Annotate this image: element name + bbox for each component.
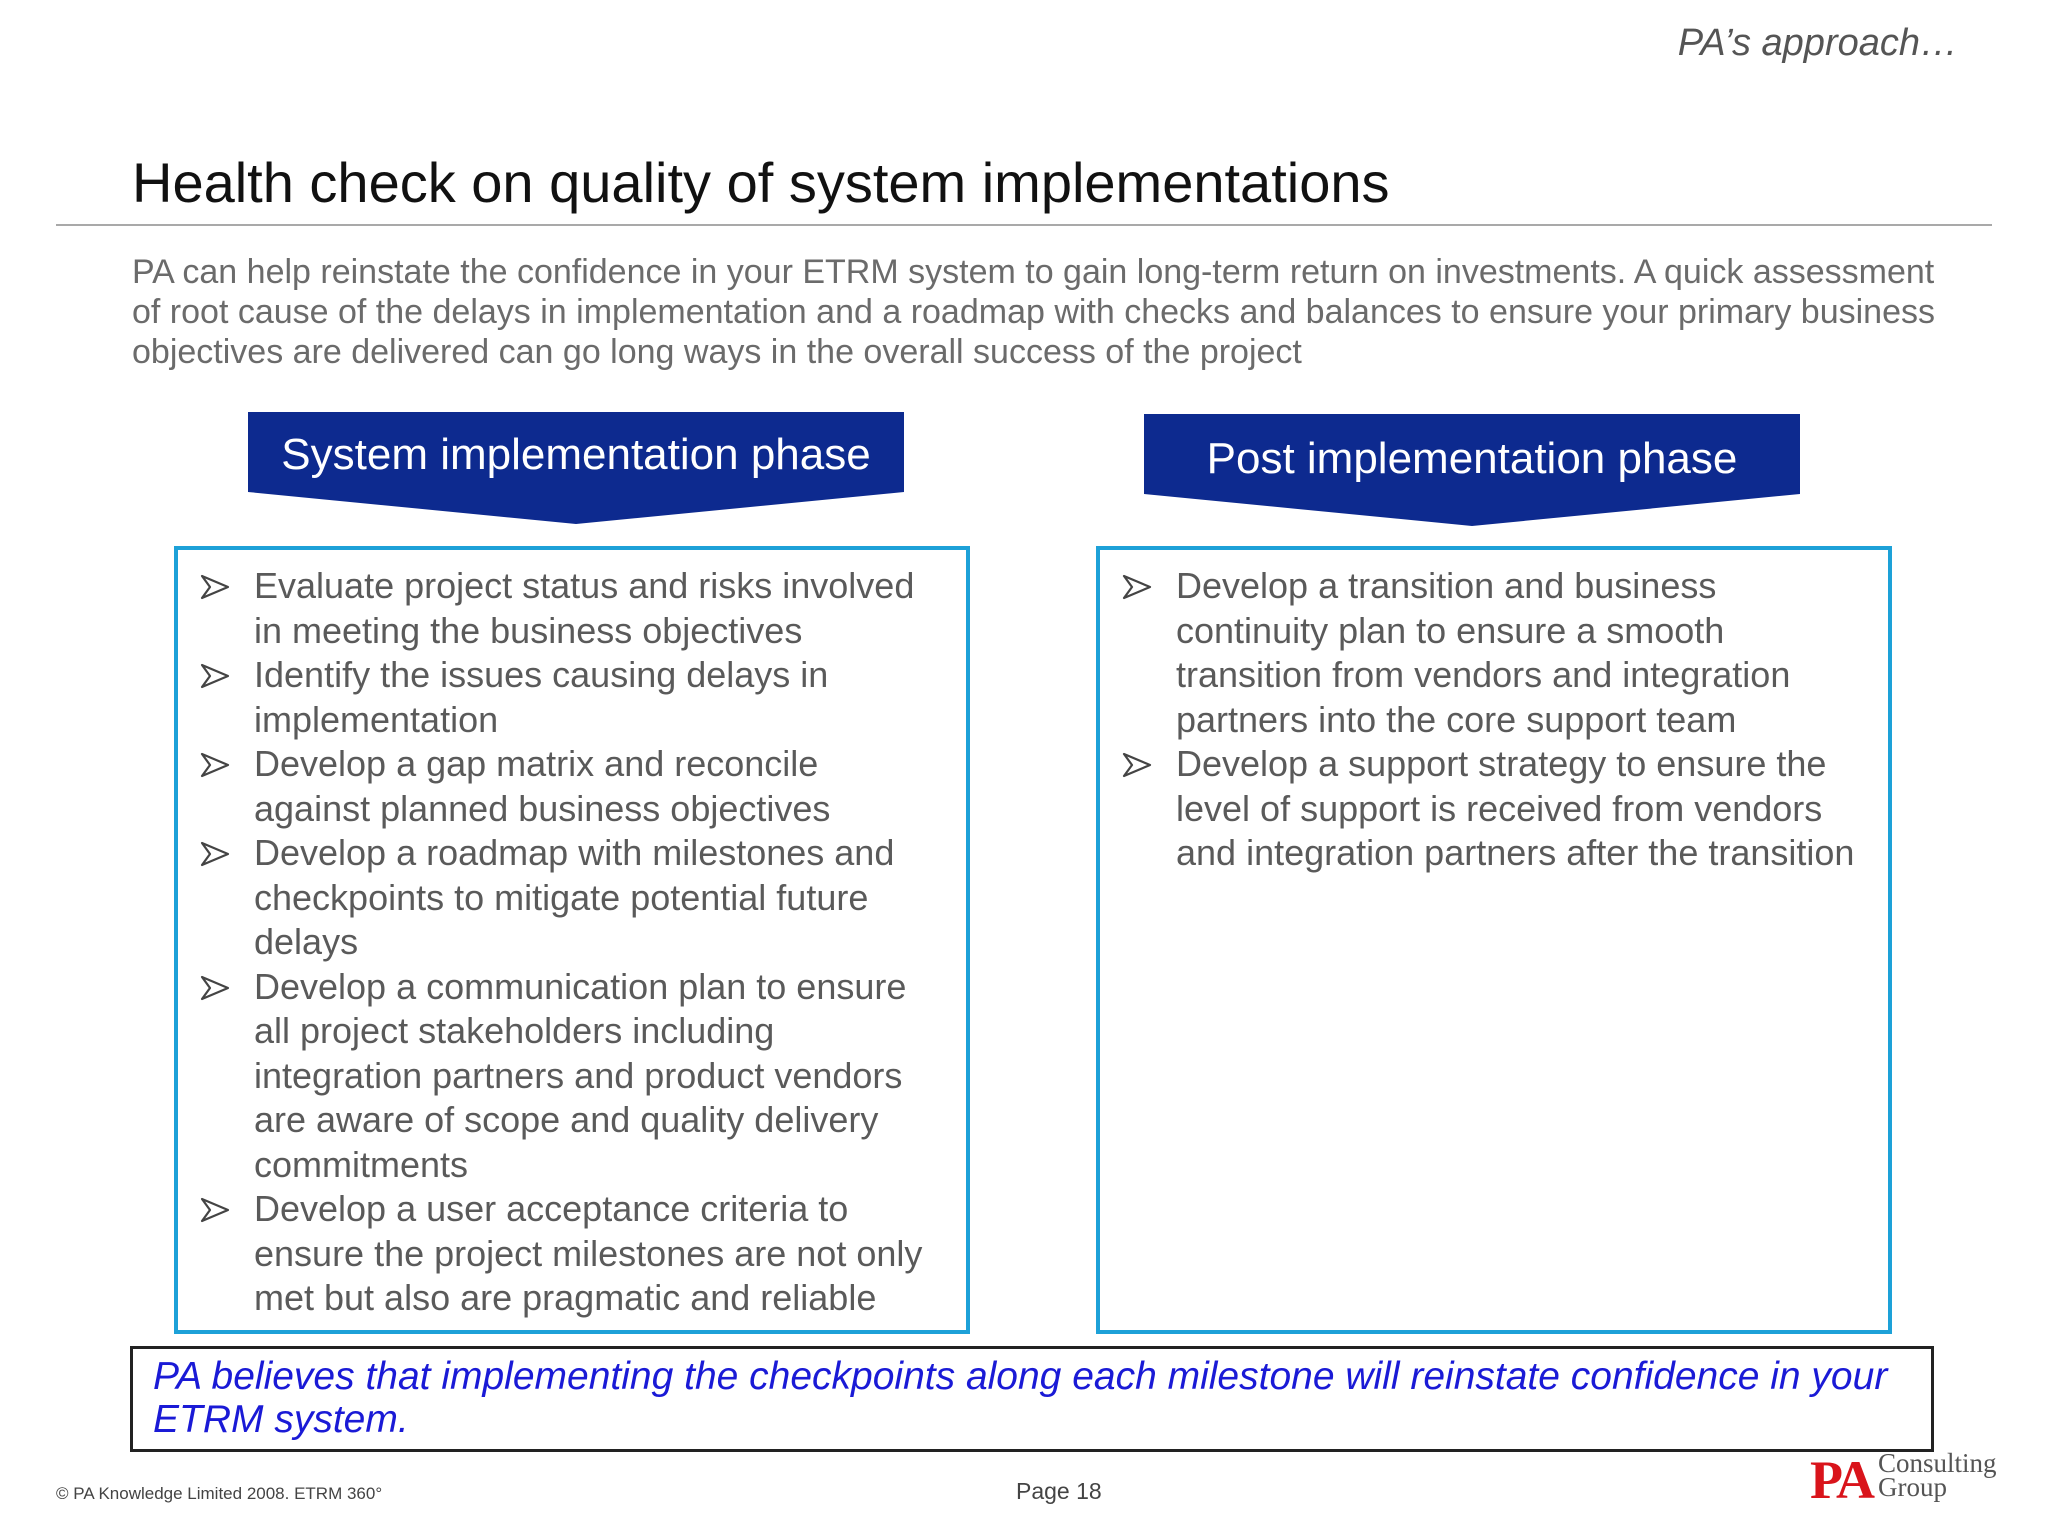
arrow-bullet-icon — [200, 1195, 230, 1225]
arrow-bullet-icon — [1122, 572, 1152, 602]
list-item-text: Develop a communication plan to ensure all project stakeholders including integration partners and product vendors are aware of scope and quality delivery commitments — [254, 965, 907, 1185]
list-item — [1122, 564, 1862, 742]
list-item-text: Develop a roadmap with milestones and checkpoints to mitigate potential future delays — [254, 832, 895, 962]
phase-label: Post implementation phase — [1206, 434, 1738, 483]
bullet-list — [200, 564, 940, 1321]
page-title: Health check on quality of system implementations — [132, 151, 1390, 214]
list-item-text: Develop a transition and business continuity plan to ensure a smooth transition from vendors and integration partners into the core support team — [1176, 565, 1791, 740]
pa-consulting-logo — [1810, 1448, 2000, 1510]
list-item — [1122, 742, 1862, 876]
post-implementation-box — [1096, 546, 1892, 1334]
arrow-bullet-icon — [200, 973, 230, 1003]
title-divider — [56, 224, 1992, 226]
arrow-bullet-icon — [200, 750, 230, 780]
list-item-text: Identify the issues causing delays in implementation — [254, 654, 829, 740]
arrow-bullet-icon — [200, 839, 230, 869]
system-implementation-box — [174, 546, 970, 1334]
arrow-bullet-icon — [1122, 750, 1152, 780]
list-item — [200, 653, 940, 742]
bullet-list — [1122, 564, 1862, 876]
conclusion-text: PA believes that implementing the checkpoints along each milestone will reinstate confidence in your ETRM system. — [153, 1355, 1888, 1441]
list-item — [200, 742, 940, 831]
arrow-bullet-icon — [200, 572, 230, 602]
list-item — [200, 831, 940, 965]
list-item — [200, 965, 940, 1188]
page-number: Page 18 — [1016, 1478, 1102, 1504]
intro-paragraph: PA can help reinstate the confidence in your ETRM system to gain long-term return on investments. A quick assessment of root cause of the delays in implementation and a roadmap with checks and balances to ensure your primary business objectives are delivered can go long ways in the overall success of the project — [132, 253, 1935, 371]
section-tag: PA’s approach… — [1677, 22, 1958, 64]
arrow-bullet-icon — [200, 661, 230, 691]
logo-word-consulting: Consulting — [1878, 1448, 1997, 1478]
conclusion-callout — [130, 1346, 1934, 1452]
list-item-text: Develop a user acceptance criteria to ensure the project milestones are not only met but also are pragmatic and reliable — [254, 1188, 923, 1318]
phase-banner-system-implementation — [248, 412, 904, 524]
copyright-notice: © PA Knowledge Limited 2008. ETRM 360° — [56, 1484, 383, 1503]
phase-banner-post-implementation — [1144, 414, 1800, 526]
logo-mark: PA — [1810, 1450, 1872, 1510]
list-item — [200, 1187, 940, 1321]
list-item-text: Develop a support strategy to ensure the level of support is received from vendors and integration partners after the transition — [1176, 743, 1855, 873]
list-item-text: Evaluate project status and risks involved in meeting the business objectives — [254, 565, 915, 651]
logo-word-group: Group — [1878, 1472, 1947, 1502]
list-item — [200, 564, 940, 653]
phase-label: System implementation phase — [281, 430, 871, 479]
list-item-text: Develop a gap matrix and reconcile against planned business objectives — [254, 743, 831, 829]
